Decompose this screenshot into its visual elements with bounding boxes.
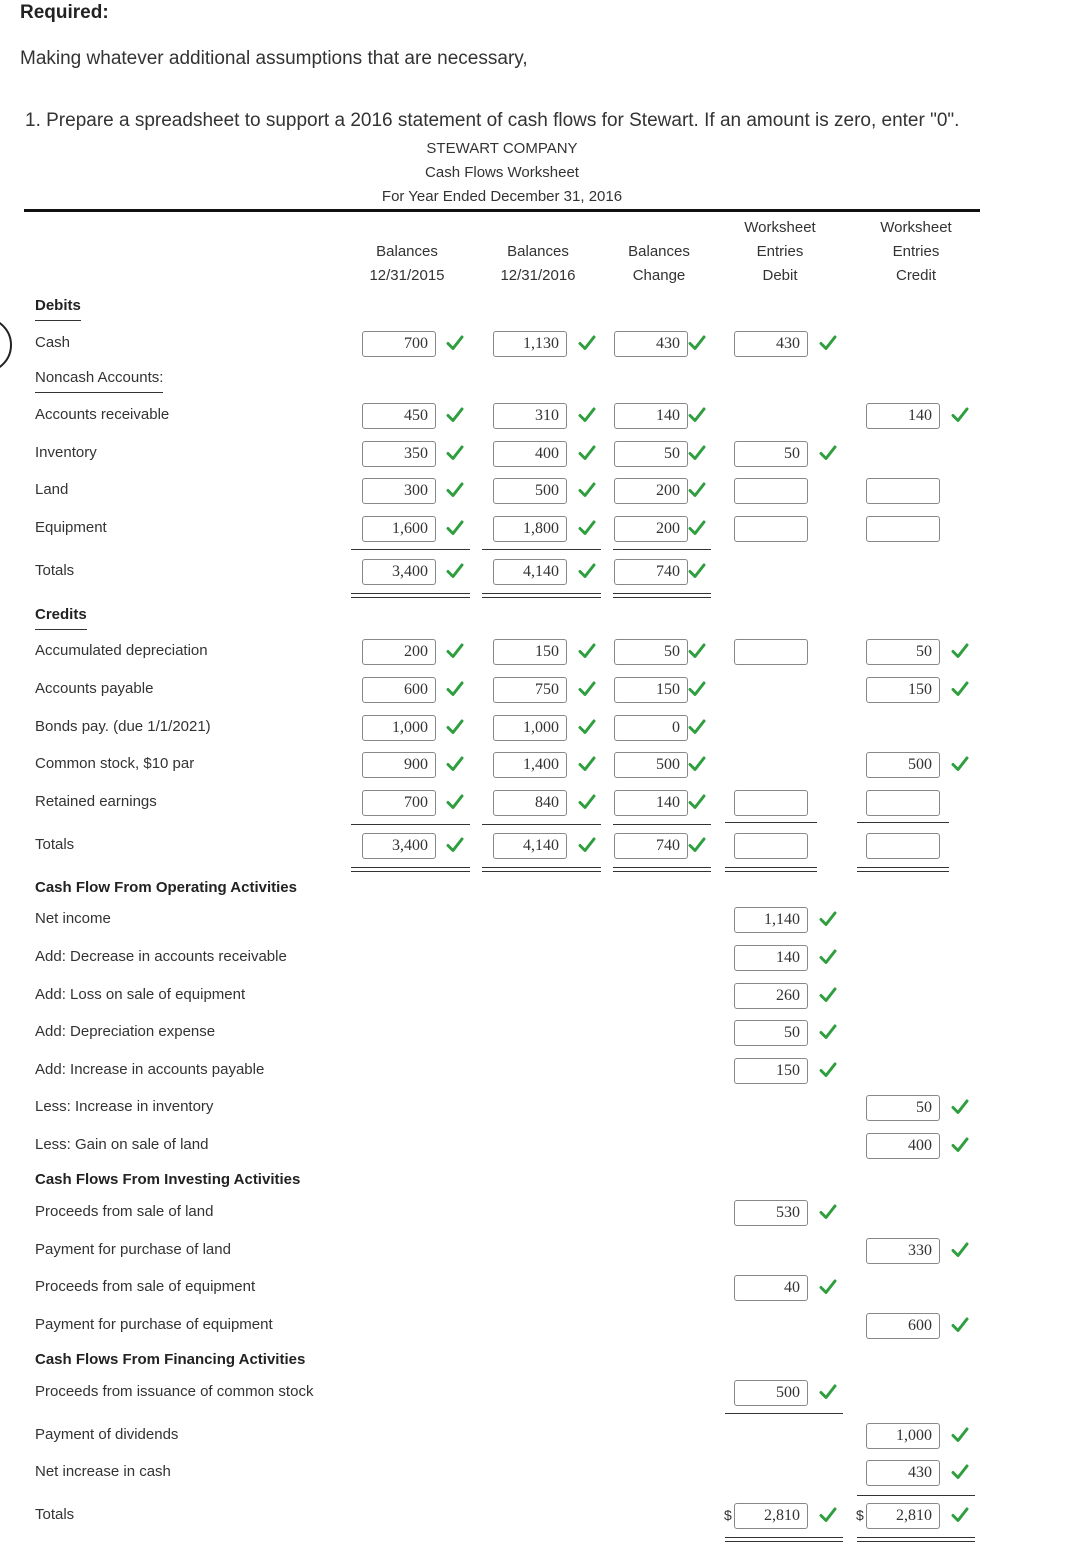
row-label: Equipment (35, 519, 107, 536)
amount-input-b15[interactable]: 700 (362, 331, 436, 357)
check-icon (446, 519, 464, 537)
subtotal-rule (857, 822, 949, 823)
check-icon (578, 642, 596, 660)
margin-circle-marker (0, 317, 12, 373)
check-icon (951, 680, 969, 698)
check-icon (688, 836, 706, 854)
check-icon (446, 406, 464, 424)
amount-input-cr[interactable]: 140 (866, 403, 940, 429)
total-double-rule (613, 867, 711, 872)
subtotal-rule (613, 824, 711, 825)
check-icon (446, 793, 464, 811)
row-label: Payment for purchase of land (35, 1241, 231, 1258)
amount-input-b15[interactable]: 1,600 (362, 516, 436, 542)
amount-input-b16[interactable]: 1,130 (493, 331, 567, 357)
amount-input-cr[interactable] (866, 833, 940, 859)
check-icon (951, 1316, 969, 1334)
total-double-rule (351, 867, 470, 872)
section-investing: Cash Flows From Investing Activities (35, 1171, 301, 1188)
amount-input-b16[interactable]: 1,400 (493, 752, 567, 778)
amount-input-dr[interactable]: 430 (734, 331, 808, 357)
row-label: Accounts payable (35, 680, 154, 697)
row-label: Land (35, 481, 69, 498)
check-icon (819, 986, 837, 1004)
amount-input-b15[interactable]: 450 (362, 403, 436, 429)
section-operating: Cash Flow From Operating Activities (35, 879, 297, 896)
amount-input-b16[interactable]: 1,000 (493, 715, 567, 741)
section-debits: Debits (35, 297, 81, 321)
section-noncash: Noncash Accounts: (35, 369, 163, 393)
amount-input-dr[interactable]: 1,140 (734, 907, 808, 933)
check-icon (578, 444, 596, 462)
amount-input-chg[interactable]: 500 (614, 752, 688, 778)
row-label: Add: Increase in accounts payable (35, 1061, 265, 1078)
amount-input-cr[interactable]: 150 (866, 677, 940, 703)
amount-input-chg[interactable]: 140 (614, 790, 688, 816)
amount-input-b16[interactable]: 750 (493, 677, 567, 703)
amount-input-dr[interactable]: 140 (734, 945, 808, 971)
amount-input-b15[interactable]: 3,400 (362, 559, 436, 585)
check-icon (578, 680, 596, 698)
amount-input-b15[interactable]: 300 (362, 478, 436, 504)
check-icon (819, 1278, 837, 1296)
total-double-rule (857, 1537, 975, 1542)
check-icon (578, 836, 596, 854)
amount-input-dr[interactable] (734, 790, 808, 816)
check-icon (951, 1463, 969, 1481)
check-icon (688, 481, 706, 499)
total-double-rule (482, 593, 601, 598)
check-icon (446, 836, 464, 854)
amount-input-dr[interactable] (734, 516, 808, 542)
row-label: Net income (35, 910, 111, 927)
amount-input-chg[interactable]: 430 (614, 331, 688, 357)
row-label: Less: Gain on sale of land (35, 1136, 209, 1153)
check-icon (578, 562, 596, 580)
amount-input-chg[interactable]: 740 (614, 833, 688, 859)
check-icon (446, 718, 464, 736)
row-label: Add: Depreciation expense (35, 1023, 216, 1040)
check-icon (951, 1136, 969, 1154)
section-financing: Cash Flows From Financing Activities (35, 1351, 306, 1368)
amount-input-dr[interactable]: 150 (734, 1058, 808, 1084)
amount-input-cr[interactable]: 50 (866, 1095, 940, 1121)
check-icon (446, 334, 464, 352)
amount-input-chg[interactable]: 0 (614, 715, 688, 741)
amount-input-dr[interactable] (734, 833, 808, 859)
row-label: Totals (35, 836, 75, 853)
amount-input-b16[interactable]: 310 (493, 403, 567, 429)
check-icon (688, 680, 706, 698)
amount-input-cr[interactable] (866, 516, 940, 542)
check-icon (688, 562, 706, 580)
header-rule (24, 209, 980, 212)
amount-input-dr[interactable]: 530 (734, 1200, 808, 1226)
row-label: Payment for purchase of equipment (35, 1316, 273, 1333)
amount-input-b16[interactable]: 150 (493, 639, 567, 665)
check-icon (446, 680, 464, 698)
company-name: STEWART COMPANY (426, 140, 578, 157)
amount-input-dr[interactable]: 260 (734, 983, 808, 1009)
subtotal-rule (351, 824, 470, 825)
check-icon (951, 1506, 969, 1524)
amount-input-b15[interactable]: 700 (362, 790, 436, 816)
amount-input-b15[interactable]: 350 (362, 441, 436, 467)
check-icon (578, 793, 596, 811)
check-icon (446, 755, 464, 773)
amount-input-chg[interactable]: 740 (614, 559, 688, 585)
amount-input-cr[interactable] (866, 790, 940, 816)
check-icon (688, 793, 706, 811)
amount-input-cr[interactable]: 400 (866, 1133, 940, 1159)
check-icon (819, 910, 837, 928)
amount-input-cr[interactable] (866, 478, 940, 504)
check-icon (819, 948, 837, 966)
check-icon (688, 642, 706, 660)
amount-input-dr[interactable]: 2,810 (734, 1503, 808, 1529)
subtotal-rule (725, 822, 817, 823)
row-label: Cash (35, 334, 71, 351)
check-icon (688, 444, 706, 462)
total-double-rule (613, 593, 711, 598)
col-header-bal2016: Balances 12/31/2016 (500, 243, 576, 284)
row-label: Common stock, $10 par (35, 755, 195, 772)
col-header-debit: Worksheet Entries Debit (744, 219, 816, 284)
check-icon (819, 1023, 837, 1041)
amount-input-b16[interactable]: 500 (493, 478, 567, 504)
amount-input-b15[interactable]: 1,000 (362, 715, 436, 741)
dollar-sign-credit: $ (856, 1507, 864, 1523)
check-icon (819, 1203, 837, 1221)
required-heading: Required: (20, 2, 109, 23)
total-double-rule (482, 867, 601, 872)
col-header-credit: Worksheet Entries Credit (880, 219, 952, 284)
row-label: Add: Decrease in accounts receivable (35, 948, 287, 965)
row-label: Net increase in cash (35, 1463, 171, 1480)
check-icon (578, 406, 596, 424)
subtotal-rule (857, 1495, 975, 1496)
check-icon (951, 755, 969, 773)
check-icon (951, 642, 969, 660)
check-icon (819, 1506, 837, 1524)
check-icon (819, 1061, 837, 1079)
row-label: Totals (35, 1506, 75, 1523)
check-icon (951, 1098, 969, 1116)
check-icon (578, 519, 596, 537)
total-double-rule (857, 867, 949, 872)
worksheet-title: Cash Flows Worksheet (425, 164, 579, 181)
amount-input-cr[interactable]: 600 (866, 1313, 940, 1339)
amount-input-b16[interactable]: 4,140 (493, 833, 567, 859)
amount-input-chg[interactable]: 200 (614, 478, 688, 504)
row-label: Proceeds from issuance of common stock (35, 1383, 314, 1400)
check-icon (578, 718, 596, 736)
amount-input-b15[interactable]: 3,400 (362, 833, 436, 859)
col-header-change: Balances Change (628, 243, 690, 284)
check-icon (951, 406, 969, 424)
amount-input-dr[interactable]: 40 (734, 1275, 808, 1301)
row-label: Retained earnings (35, 793, 157, 810)
amount-input-cr[interactable]: 2,810 (866, 1503, 940, 1529)
amount-input-cr[interactable]: 500 (866, 752, 940, 778)
amount-input-cr[interactable]: 430 (866, 1460, 940, 1486)
check-icon (688, 334, 706, 352)
amount-input-chg[interactable]: 200 (614, 516, 688, 542)
check-icon (688, 519, 706, 537)
row-label: Accumulated depreciation (35, 642, 208, 659)
amount-input-chg[interactable]: 140 (614, 403, 688, 429)
total-double-rule (351, 593, 470, 598)
amount-input-b15[interactable]: 200 (362, 639, 436, 665)
check-icon (446, 481, 464, 499)
check-icon (578, 334, 596, 352)
section-credits: Credits (35, 606, 87, 630)
row-label: Proceeds from sale of land (35, 1203, 214, 1220)
check-icon (819, 444, 837, 462)
amount-input-chg[interactable]: 150 (614, 677, 688, 703)
row-label: Payment of dividends (35, 1426, 179, 1443)
check-icon (446, 642, 464, 660)
amount-input-cr[interactable]: 50 (866, 639, 940, 665)
row-label: Inventory (35, 444, 97, 461)
row-label: Accounts receivable (35, 406, 170, 423)
check-icon (819, 334, 837, 352)
subtotal-rule (482, 824, 601, 825)
check-icon (951, 1241, 969, 1259)
row-label: Totals (35, 562, 75, 579)
check-icon (578, 481, 596, 499)
dollar-sign-debit: $ (724, 1507, 732, 1523)
check-icon (688, 755, 706, 773)
col-header-bal2015: Balances 12/31/2015 (369, 243, 445, 284)
amount-input-cr[interactable]: 330 (866, 1238, 940, 1264)
total-double-rule (725, 1537, 843, 1542)
total-double-rule (725, 867, 817, 872)
amount-input-dr[interactable]: 50 (734, 1020, 808, 1046)
check-icon (688, 406, 706, 424)
amount-input-b16[interactable]: 840 (493, 790, 567, 816)
amount-input-dr[interactable]: 50 (734, 441, 808, 467)
check-icon (578, 755, 596, 773)
amount-input-dr[interactable] (734, 478, 808, 504)
subtotal-rule (725, 1413, 843, 1414)
assumptions-text: Making whatever additional assumptions that are necessary, (20, 48, 528, 69)
amount-input-chg[interactable]: 50 (614, 639, 688, 665)
subtotal-rule (613, 549, 711, 550)
check-icon (819, 1383, 837, 1401)
amount-input-chg[interactable]: 50 (614, 441, 688, 467)
amount-input-b16[interactable]: 1,800 (493, 516, 567, 542)
worksheet-period: For Year Ended December 31, 2016 (381, 188, 623, 205)
amount-input-b16[interactable]: 400 (493, 441, 567, 467)
amount-input-b16[interactable]: 4,140 (493, 559, 567, 585)
row-label: Add: Loss on sale of equipment (35, 986, 246, 1003)
amount-input-dr[interactable]: 500 (734, 1380, 808, 1406)
row-label: Proceeds from sale of equipment (35, 1278, 256, 1295)
amount-input-dr[interactable] (734, 639, 808, 665)
check-icon (446, 444, 464, 462)
amount-input-b15[interactable]: 900 (362, 752, 436, 778)
check-icon (688, 718, 706, 736)
question-text: 1. Prepare a spreadsheet to support a 2016 statement of cash flows for Stewart. If an amount is zero, enter "0". (25, 110, 960, 131)
row-label: Bonds pay. (due 1/1/2021) (35, 718, 211, 735)
check-icon (446, 562, 464, 580)
subtotal-rule (482, 549, 601, 550)
row-label: Less: Increase in inventory (35, 1098, 214, 1115)
amount-input-cr[interactable]: 1,000 (866, 1423, 940, 1449)
amount-input-b15[interactable]: 600 (362, 677, 436, 703)
check-icon (951, 1426, 969, 1444)
subtotal-rule (351, 549, 470, 550)
